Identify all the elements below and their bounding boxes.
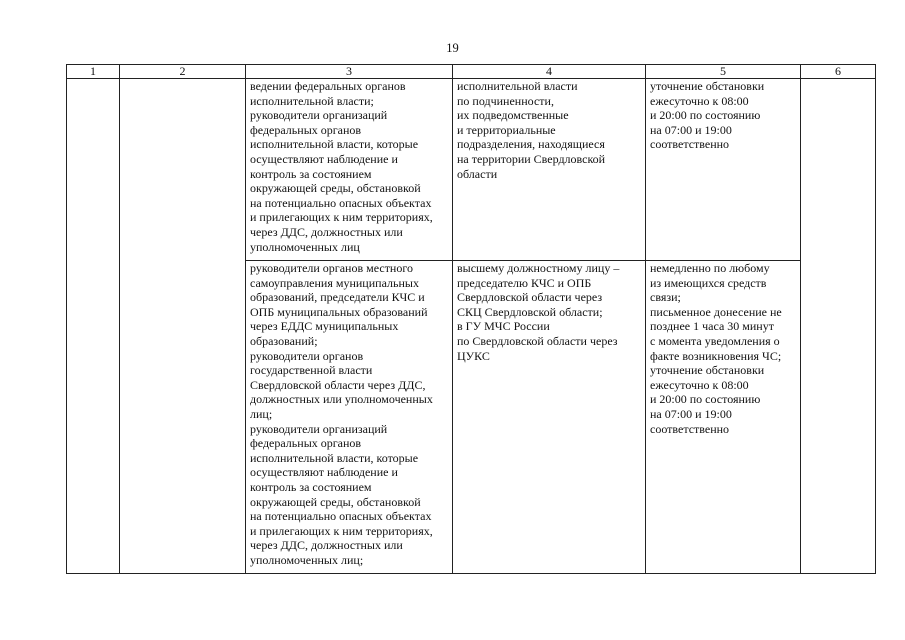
timing-cell: немедленно по любому из имеющихся средств связи; письменное донесение не позднее 1 часа 30 минут с момента уведомления о факте возникновения ЧС; уточнение обстановки ежесуточно к 08:00 и 20:00 по состоянию на 07:00 и 19:00 соответственно: [646, 261, 801, 574]
report-table: [66, 64, 876, 574]
column-header-2: 2: [120, 65, 246, 79]
column-header-4: 4: [453, 65, 646, 79]
table-header-row: [67, 65, 876, 79]
col6-cell: [801, 79, 876, 574]
timing-cell: уточнение обстановки ежесуточно к 08:00 и 20:00 по состоянию на 07:00 и 19:00 соответственно: [646, 79, 801, 261]
recipients-cell: руководители органов местного самоуправления муниципальных образований, председатели КЧС и ОПБ муниципальных образований через ЕДДС муниципальных образований; руководители органов государственной власти Свердловской области через ДДС, должностных или уполномоченных лиц; руководители организаций федеральных органов исполнительной власти, которые осуществляют наблюдение и контроль за состоянием окружающей среды, обстановкой на потенциально опасных объектах и прилегающих к ним территориях, через ДДС, должностных или уполномоченных лиц;: [246, 261, 453, 574]
addressee-cell: высшему должностному лицу – председателю КЧС и ОПБ Свердловской области через СКЦ Свердловской области; в ГУ МЧС России по Свердловской области через ЦУКС: [453, 261, 646, 574]
column-header-1: 1: [67, 65, 120, 79]
addressee-cell: исполнительной власти по подчиненности, их подведомственные и территориальные подразделения, находящиеся на территории Свердловской области: [453, 79, 646, 261]
column-header-3: 3: [246, 65, 453, 79]
column-header-5: 5: [646, 65, 801, 79]
table-row: [67, 79, 876, 261]
recipients-cell: ведении федеральных органов исполнительной власти; руководители организаций федеральных органов исполнительной власти, которые осуществляют наблюдение и контроль за состоянием окружающей среды, обстановкой на потенциально опасных объектах и прилегающих к ним территориях, через ДДС, должностных или уполномоченных лиц: [246, 79, 453, 261]
page-number: 19: [446, 41, 459, 55]
col2-cell: [120, 79, 246, 574]
col1-cell: [67, 79, 120, 574]
column-header-6: 6: [801, 65, 876, 79]
